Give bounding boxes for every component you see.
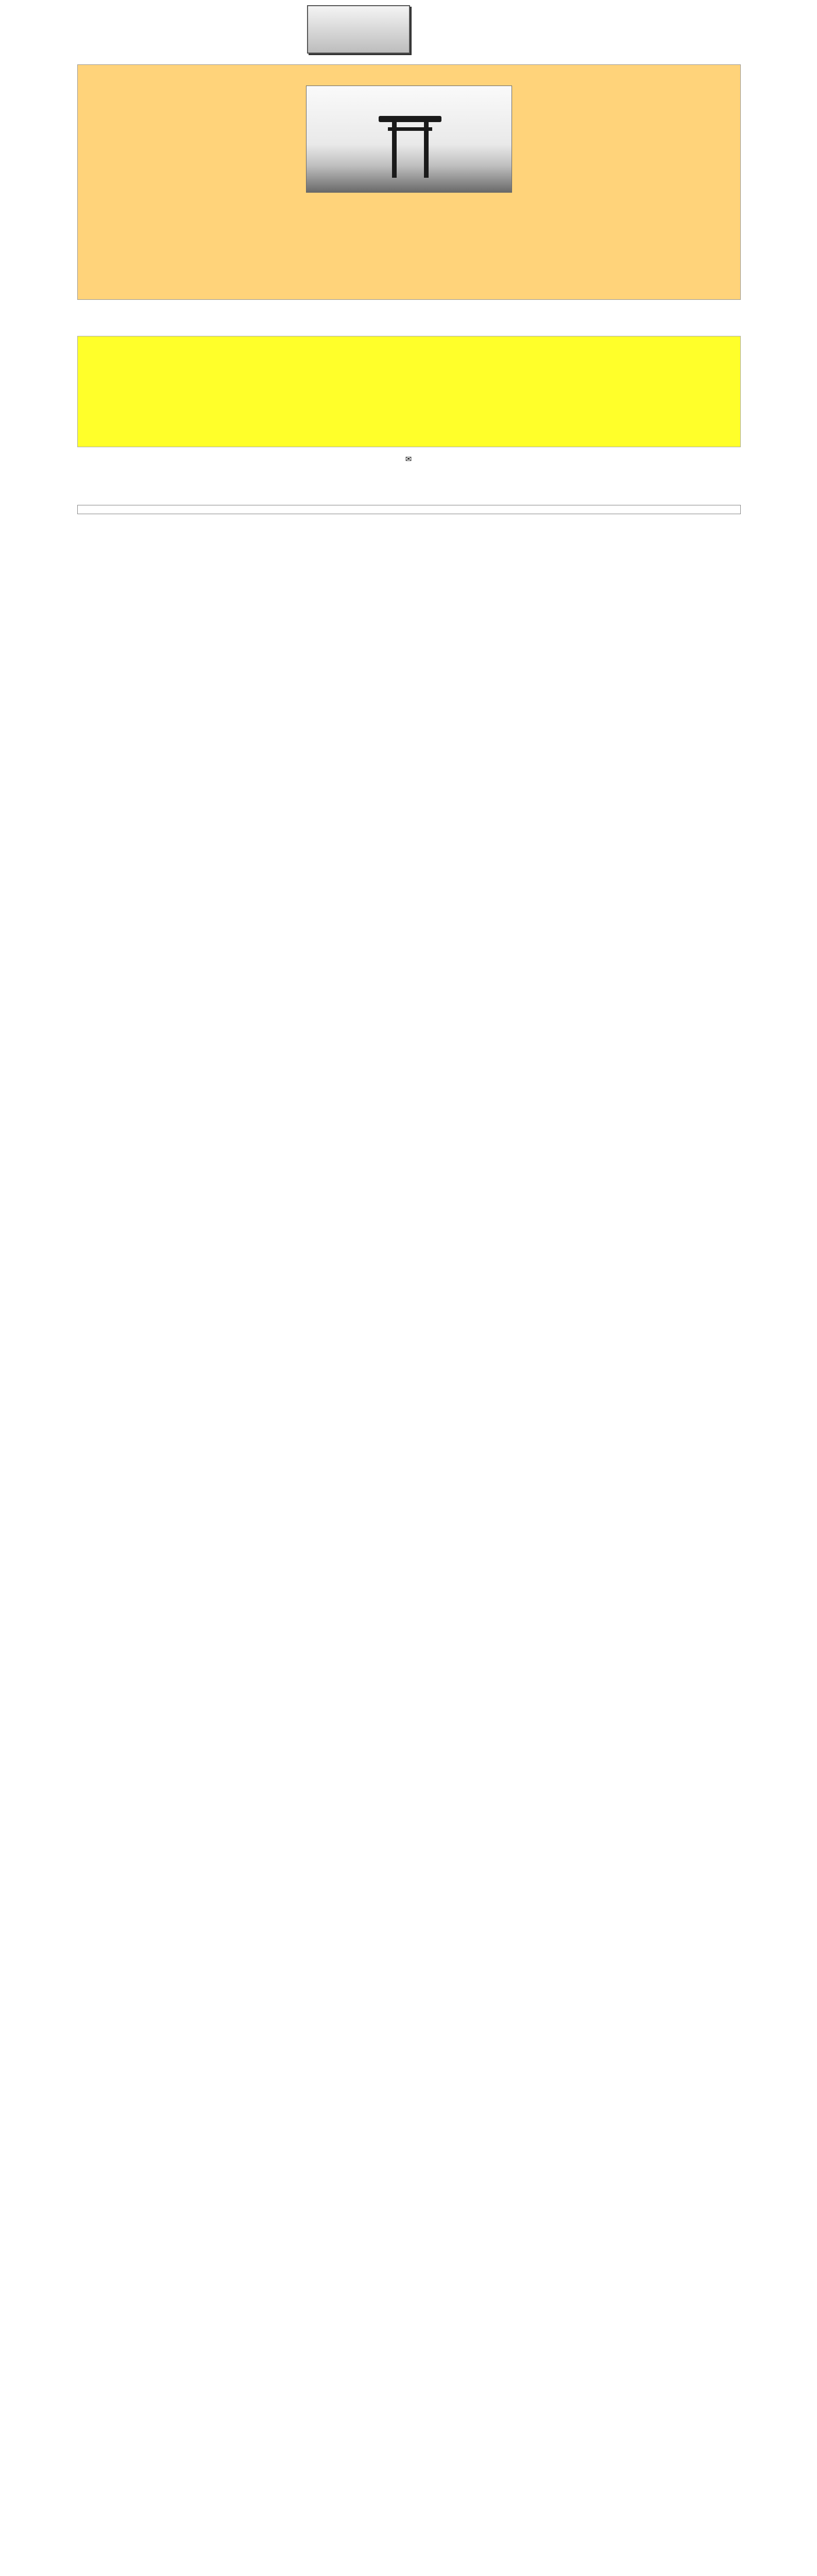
site-logo[interactable]: [307, 5, 410, 54]
inventory-list: [77, 505, 741, 514]
contact-block: [0, 453, 817, 476]
inventory-intro: [78, 505, 740, 514]
torii-photo: [306, 86, 512, 193]
holiday-notice: [77, 64, 741, 300]
mail-icon: ✉: [405, 454, 412, 464]
notice-box: [77, 336, 741, 447]
